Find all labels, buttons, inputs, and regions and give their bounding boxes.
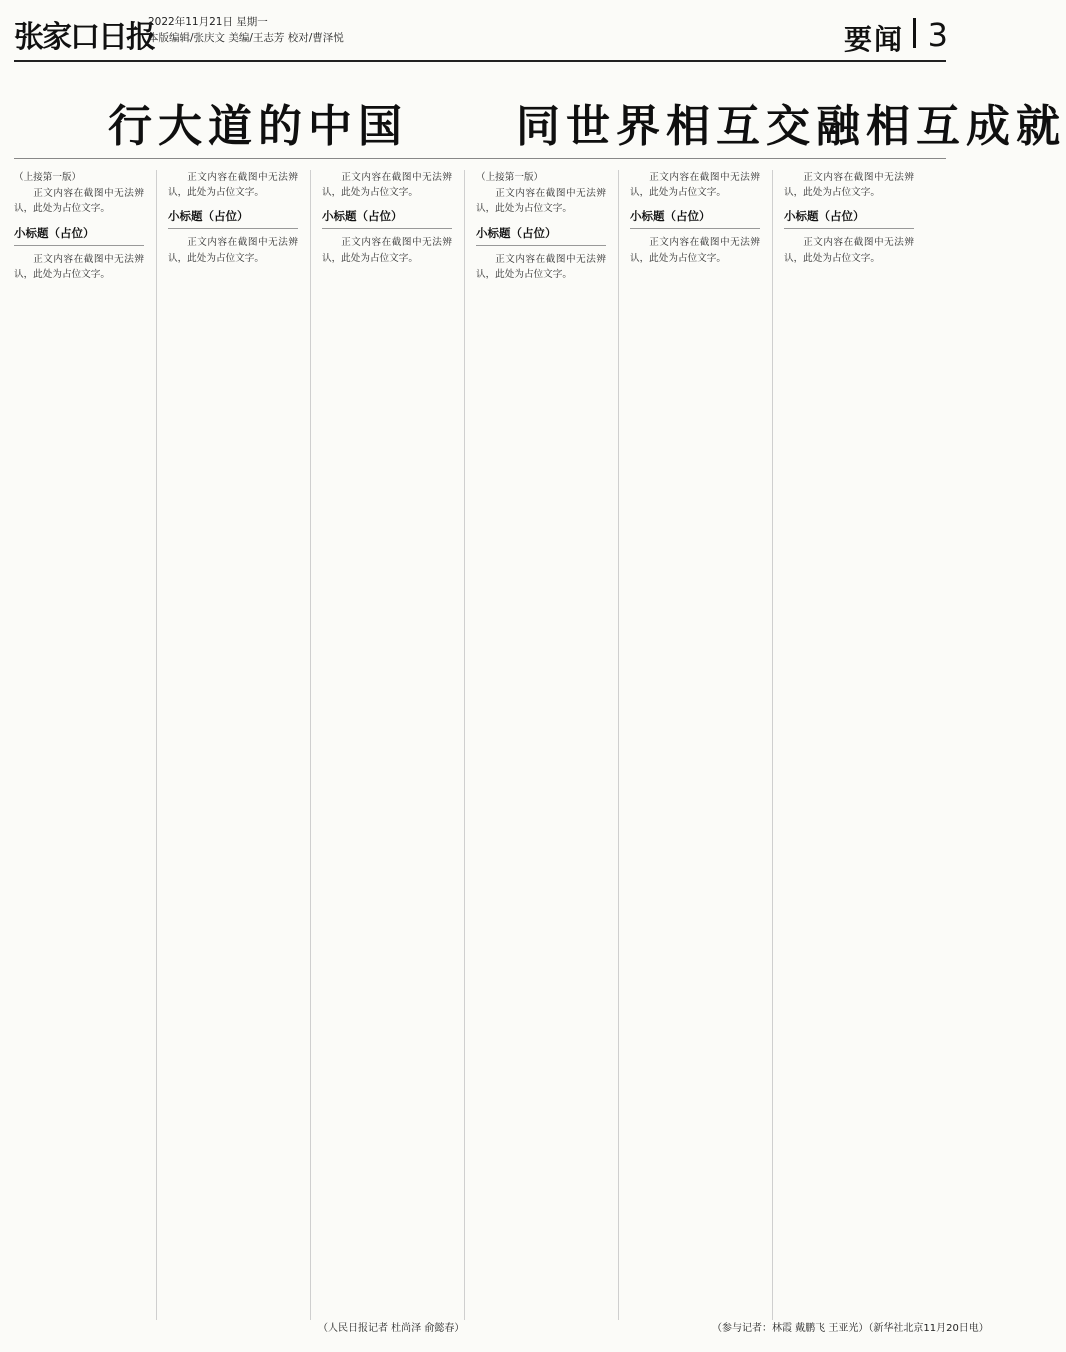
paragraph: 正文内容在截图中无法辨认，此处为占位文字。	[476, 188, 606, 215]
editor-credits: 本版编辑/张庆文 美编/王志芳 校对/曹泽悦	[148, 32, 344, 44]
subheading: 小标题（占位）	[630, 208, 760, 229]
paragraph: 正文内容在截图中无法辨认，此处为占位文字。	[784, 172, 914, 199]
column-divider	[618, 170, 619, 1320]
newspaper-logo: 张家口日报	[14, 20, 154, 55]
dateline: （上接第一版）	[476, 172, 544, 183]
column-divider	[464, 170, 465, 1320]
paragraph: 正文内容在截图中无法辨认，此处为占位文字。	[168, 172, 298, 199]
issue-meta	[148, 14, 344, 46]
masthead	[0, 0, 960, 62]
credit-left: （人民日报记者 杜尚泽 俞懿春）	[318, 1323, 465, 1334]
subheading: 小标题（占位）	[14, 225, 144, 246]
headline-rule	[14, 158, 946, 159]
subheading: 小标题（占位）	[476, 225, 606, 246]
section-label: 要闻	[843, 23, 904, 56]
page-number: 3	[927, 16, 948, 54]
paragraph: 正文内容在截图中无法辨认，此处为占位文字。	[630, 172, 760, 199]
masthead-rule	[14, 60, 946, 62]
article-column-6	[784, 170, 914, 1315]
article-column-4	[476, 170, 606, 1315]
headline-right: 同世界相互交融相互成就	[516, 101, 1066, 152]
article-column-2	[168, 170, 298, 1315]
subheading: 小标题（占位）	[322, 208, 452, 229]
article-column-1	[14, 170, 144, 1315]
paragraph: 正文内容在截图中无法辨认，此处为占位文字。	[14, 188, 144, 215]
article-column-3	[322, 170, 452, 1315]
article-column-5	[630, 170, 760, 1315]
subheading: 小标题（占位）	[784, 208, 914, 229]
issue-date: 2022年11月21日 星期一	[148, 16, 268, 28]
headline-left: 行大道的中国	[108, 101, 408, 152]
credit-right: （参与记者：林霞 戴鹏飞 王亚光）（新华社北京11月20日电）	[712, 1323, 989, 1334]
subheading: 小标题（占位）	[168, 208, 298, 229]
column-divider	[156, 170, 157, 1320]
paragraph: 正文内容在截图中无法辨认，此处为占位文字。	[168, 237, 298, 264]
column-divider	[772, 170, 773, 1320]
dateline: （上接第一版）	[14, 172, 82, 183]
paragraph: 正文内容在截图中无法辨认，此处为占位文字。	[14, 253, 144, 280]
page-number-divider	[913, 18, 916, 48]
paragraph: 正文内容在截图中无法辨认，此处为占位文字。	[322, 172, 452, 199]
paragraph: 正文内容在截图中无法辨认，此处为占位文字。	[322, 237, 452, 264]
paragraph: 正文内容在截图中无法辨认，此处为占位文字。	[476, 253, 606, 280]
paragraph: 正文内容在截图中无法辨认，此处为占位文字。	[784, 237, 914, 264]
column-divider	[310, 170, 311, 1320]
paragraph: 正文内容在截图中无法辨认，此处为占位文字。	[630, 237, 760, 264]
